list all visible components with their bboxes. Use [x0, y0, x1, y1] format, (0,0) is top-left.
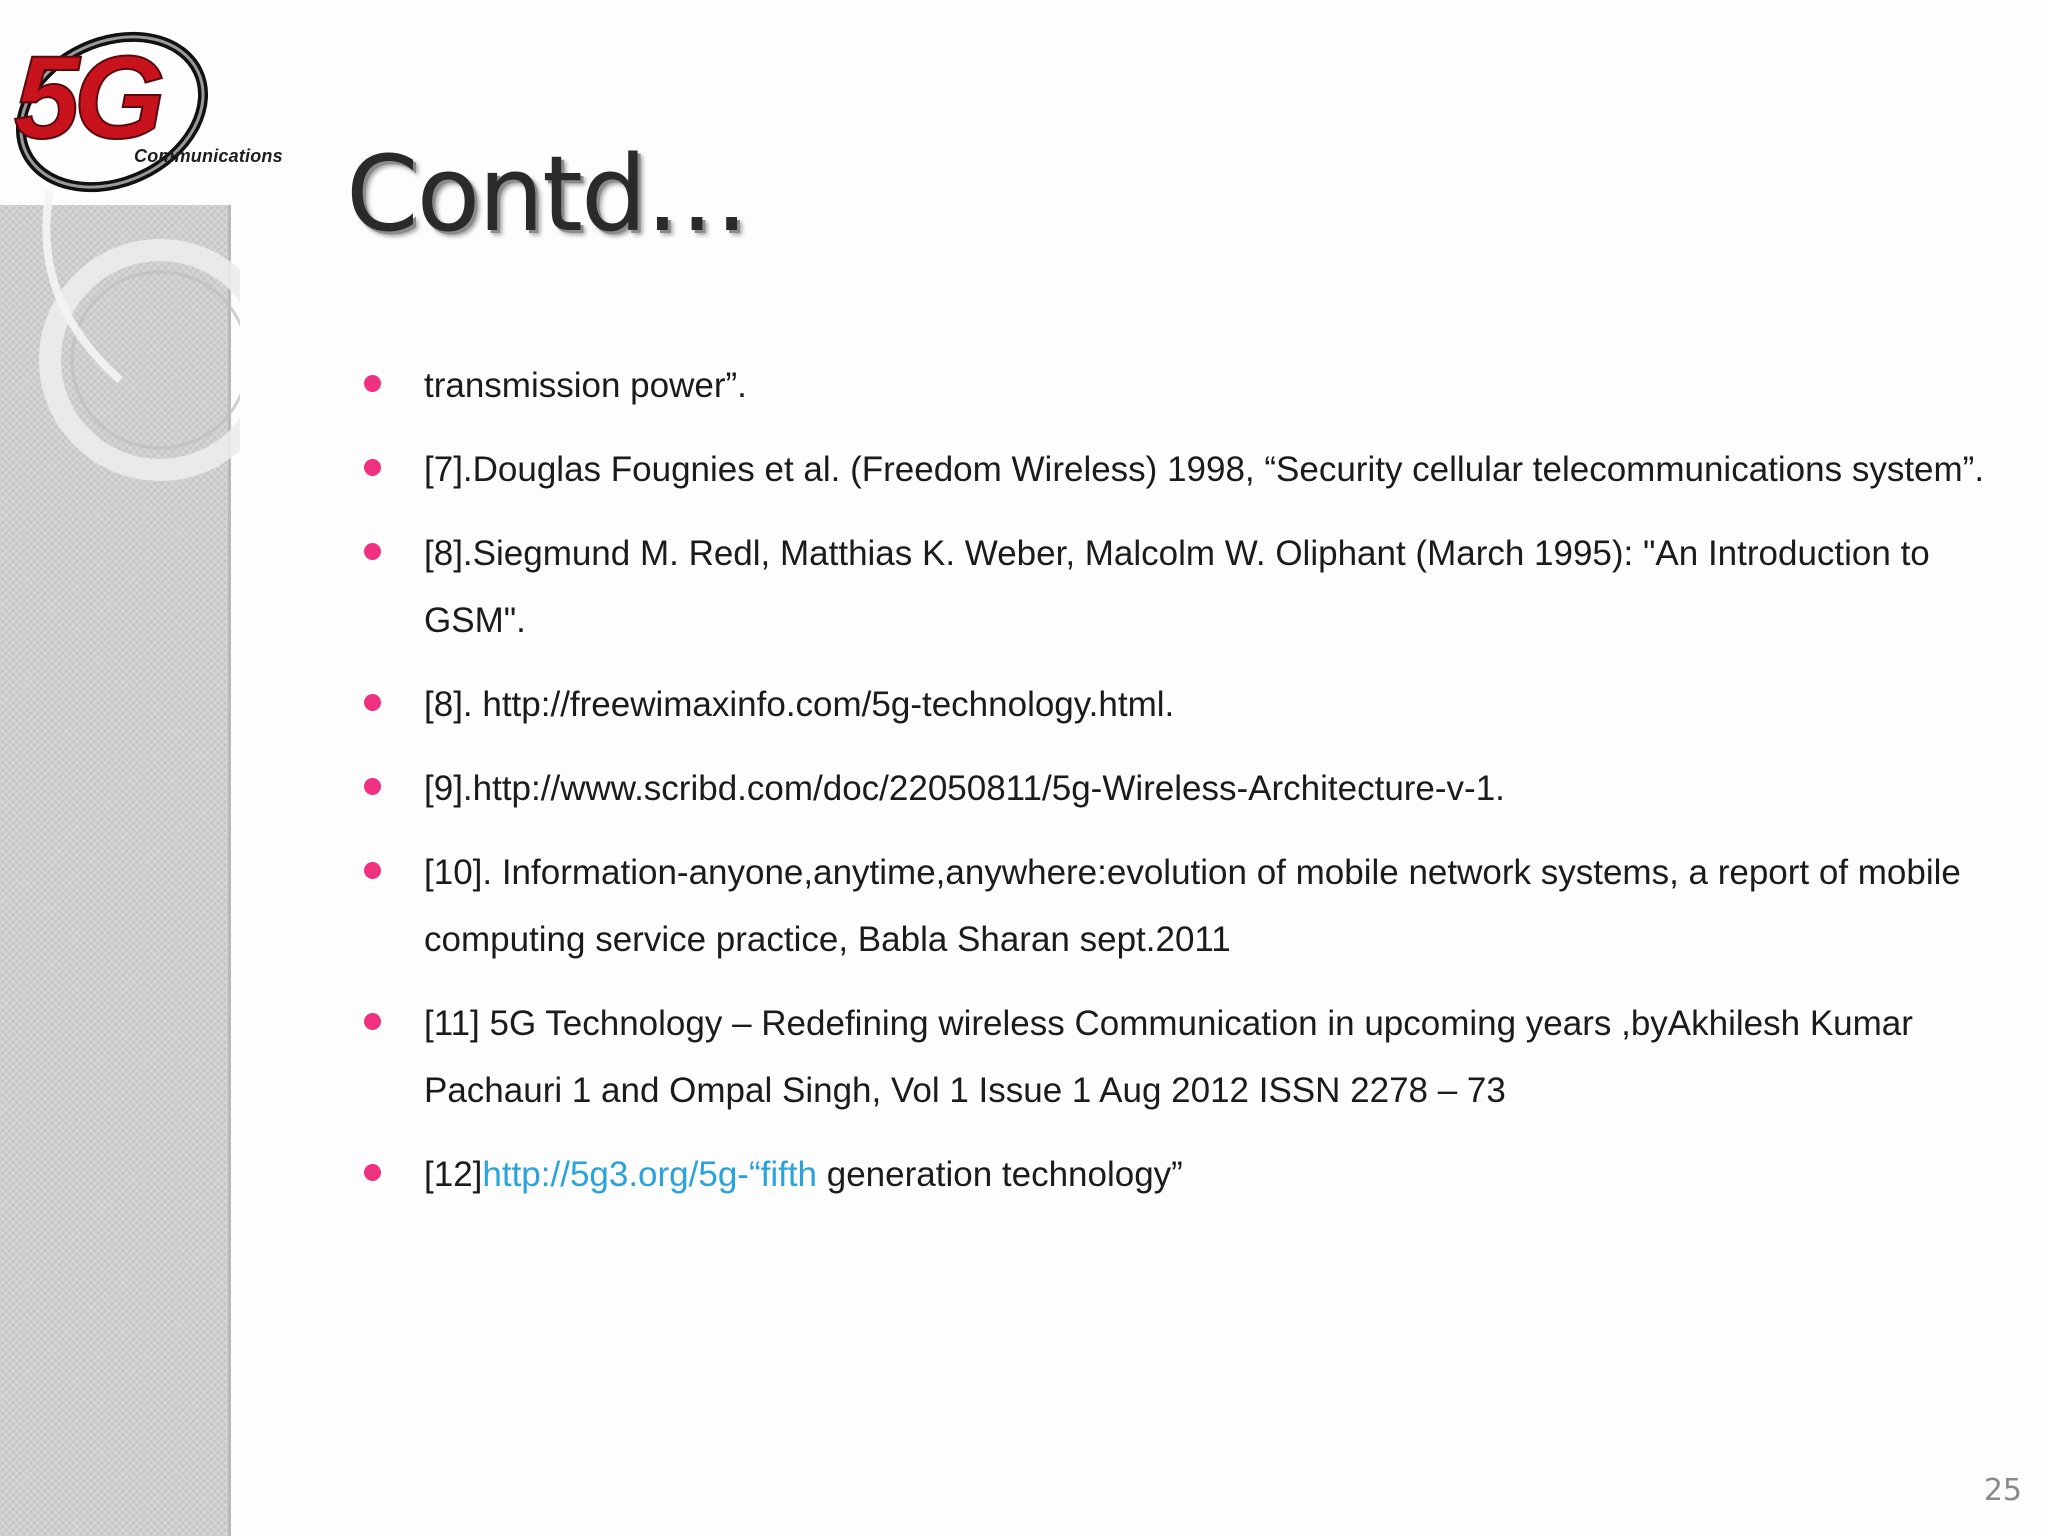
list-item [364, 671, 2004, 738]
bullet-icon [364, 778, 381, 795]
reference-list [364, 352, 2004, 1225]
list-item [364, 990, 2004, 1124]
reference-text: [10]. Information-anyone,anytime,anywhere:evolution of mobile network systems, a report of mobile computing service practice, Babla Sharan sept.2011 [424, 853, 1961, 959]
reference-text: transmission power”. [424, 366, 747, 405]
bullet-icon [364, 459, 381, 476]
page-number: 25 [1983, 1473, 2022, 1508]
reference-text: [8].Siegmund M. Redl, Matthias K. Weber, Malcolm W. Oliphant (March 1995): "An Introduction to GSM". [424, 534, 1930, 640]
bullet-icon [364, 862, 381, 879]
list-item [364, 839, 2004, 973]
slide-title: Contd… [346, 133, 747, 255]
bullet-icon [364, 1164, 381, 1181]
reference-text: [11] 5G Technology – Redefining wireless Communication in upcoming years ,byAkhilesh Kumar Pachauri 1 and Ompal Singh, Vol 1 Issue 1 Aug 2012 ISSN 2278 – 73 [424, 1004, 1913, 1110]
reference-link[interactable]: http://5g3.org/5g-“fifth [482, 1155, 818, 1194]
list-item [364, 352, 2004, 419]
reference-text: [8]. http://freewimaxinfo.com/5g-technology.html. [424, 685, 1175, 724]
list-item [364, 520, 2004, 654]
logo-subtext: Communications [134, 146, 283, 166]
logo-swoosh-icon [0, 0, 300, 210]
reference-prefix: [12] [424, 1155, 483, 1194]
reference-text: [9].http://www.scribd.com/doc/22050811/5g-Wireless-Architecture-v-1. [424, 769, 1505, 808]
bullet-icon [364, 694, 381, 711]
bullet-icon [364, 543, 381, 560]
logo [0, 0, 300, 210]
bullet-icon [364, 375, 381, 392]
reference-suffix: generation technology” [817, 1155, 1183, 1194]
bullet-icon [364, 1013, 381, 1030]
list-item [364, 1141, 2004, 1208]
list-item [364, 755, 2004, 822]
logo-mark: 5G [14, 32, 160, 164]
list-item [364, 436, 2004, 503]
reference-text: [7].Douglas Fougnies et al. (Freedom Wireless) 1998, “Security cellular telecommunications system”. [424, 450, 1985, 489]
